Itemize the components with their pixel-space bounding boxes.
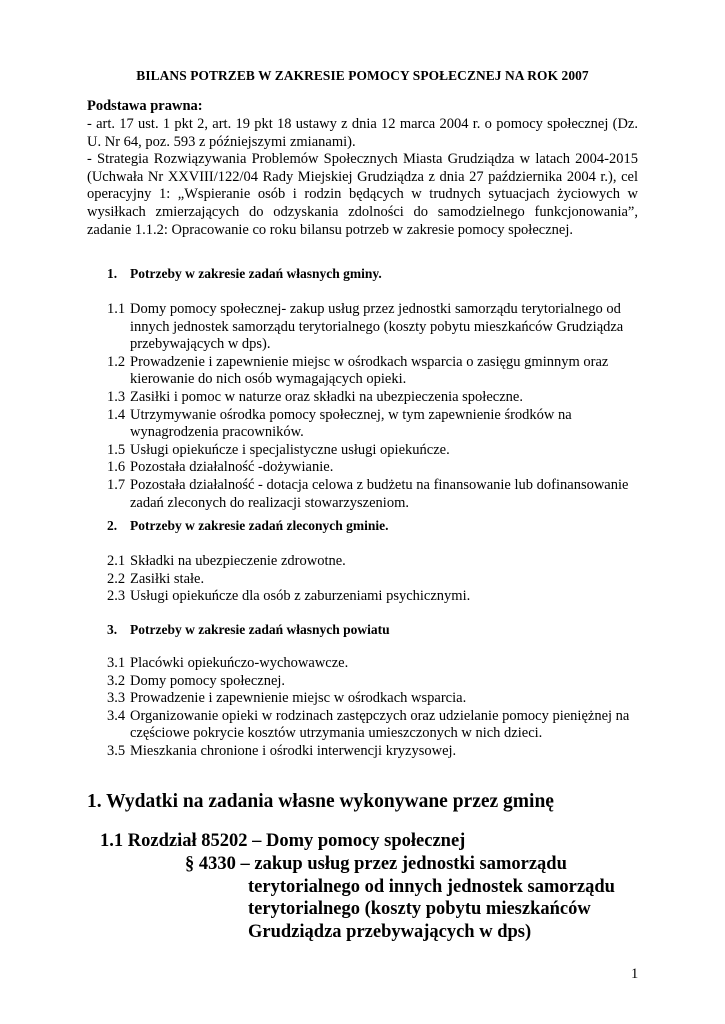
section-number: 1. [107, 266, 118, 281]
list-item-3-2 [107, 673, 647, 691]
item-number: 1.3 [107, 388, 126, 405]
list-item-1-4 [107, 407, 647, 442]
item-text: Zasiłki i pomoc w naturze oraz składki na ubezpieczenia społeczne. [130, 388, 523, 405]
item-number: 3.4 [107, 707, 126, 724]
item-text: Pozostała działalność -dożywianie. [130, 459, 334, 476]
item-number: 1.6 [107, 459, 126, 476]
section-3-list [107, 655, 647, 761]
paragraph-heading-line-1: § 4330 – zakup usług przez jednostki samorządu [185, 854, 567, 874]
item-number: 3.5 [107, 742, 126, 759]
item-number: 1.5 [107, 441, 126, 458]
paragraph-heading-line-3: terytorialnego (koszty pobytu mieszkańców [248, 899, 591, 919]
item-text: Składki na ubezpieczenie zdrowotne. [130, 553, 346, 569]
section-2-list [107, 553, 647, 606]
section-title: Potrzeby w zakresie zadań własnych powiatu [130, 622, 390, 637]
item-number: 2.1 [107, 553, 126, 569]
chapter-heading: 1.1 Rozdział 85202 – Domy pomocy społecznej [100, 831, 466, 851]
legal-basis-heading: Podstawa prawna: [87, 98, 203, 114]
item-text: Domy pomocy społecznej- zakup usług przez jednostki samorządu terytorialnego od [130, 301, 621, 317]
item-number: 3.3 [107, 690, 126, 707]
item-text: Usługi opiekuńcze i specjalistyczne usługi opiekuńcze. [130, 441, 450, 458]
list-item-1-6 [107, 459, 647, 477]
item-text: Organizowanie opieki w rodzinach zastępczych oraz udzielanie pomocy pieniężnej na [130, 707, 630, 724]
section-2-heading [107, 518, 388, 534]
item-number: 2.2 [107, 570, 126, 587]
item-text-cont: kierowanie do nich osób wymagających opieki. [130, 371, 407, 388]
item-number: 2.3 [107, 588, 126, 605]
list-item-3-3 [107, 690, 647, 708]
item-text: Mieszkania chronione i ośrodki interwencji kryzysowej. [130, 742, 457, 759]
section-title: Potrzeby w zakresie zadań zleconych gminie. [130, 518, 389, 533]
list-item-3-4 [107, 708, 647, 743]
section-1-heading [107, 266, 382, 282]
paragraph-heading [185, 853, 615, 943]
section-number: 2. [107, 518, 118, 533]
list-item-1-5 [107, 442, 647, 460]
item-number: 3.1 [107, 655, 126, 671]
item-text-cont: wynagrodzenia pracowników. [130, 424, 304, 441]
expenses-heading: 1. Wydatki na zadania własne wykonywane przez gminę [87, 791, 554, 812]
item-text-cont: zadań zleconych do realizacji stowarzyszeniom. [130, 494, 409, 511]
item-number: 3.2 [107, 672, 126, 689]
item-text: Prowadzenie i zapewnienie miejsc w ośrodkach wsparcia o zasięgu gminnym oraz [130, 353, 609, 370]
list-item-3-5 [107, 743, 647, 761]
legal-basis-text [87, 116, 638, 239]
section-number: 3. [107, 622, 118, 637]
item-number: 1.7 [107, 476, 126, 493]
list-item-1-2 [107, 354, 647, 389]
item-text-cont: innych jednostek samorządu terytorialnego (koszty pobytu mieszkańców Grudziądza przebywających w dps). [130, 318, 624, 353]
item-text: Utrzymywanie ośrodka pomocy społecznej, w tym zapewnienie środków na [130, 406, 572, 423]
list-item-2-2 [107, 571, 647, 589]
legal-basis-line-1: - art. 17 ust. 1 pkt 2, art. 19 pkt 18 ustawy z dnia 12 marca 2004 r. o pomocy społecznej (Dz. U. Nr 64, poz. 593 z późniejszymi zmianami). [87, 116, 638, 150]
item-text: Domy pomocy społecznej. [130, 672, 286, 689]
list-item-1-7 [107, 477, 647, 512]
item-text-cont: częściowe pokrycie kosztów utrzymania umieszczonych w nich dzieci. [130, 725, 543, 742]
item-number: 1.2 [107, 353, 126, 370]
paragraph-heading-line-2: terytorialnego od innych jednostek samorządu [248, 876, 615, 897]
section-3-heading [107, 622, 390, 638]
list-item-1-3 [107, 389, 647, 407]
list-item-3-1 [107, 655, 647, 673]
section-title: Potrzeby w zakresie zadań własnych gminy. [130, 266, 382, 281]
item-text: Pozostała działalność - dotacja celowa z budżetu na finansowanie lub dofinansowanie [130, 476, 629, 493]
item-text: Prowadzenie i zapewnienie miejsc w ośrodkach wsparcia. [130, 690, 467, 707]
item-number: 1.4 [107, 406, 126, 423]
list-item-2-1 [107, 553, 647, 571]
item-text: Zasiłki stałe. [130, 570, 205, 587]
list-item-2-3 [107, 588, 647, 606]
item-text: Usługi opiekuńcze dla osób z zaburzeniami psychicznymi. [130, 588, 471, 605]
item-text: Placówki opiekuńczo-wychowawcze. [130, 655, 349, 671]
document-title: BILANS POTRZEB W ZAKRESIE POMOCY SPOŁECZNEJ NA ROK 2007 [136, 68, 589, 83]
page-number: 1 [631, 966, 639, 982]
list-item-1-1 [107, 301, 647, 354]
item-number: 1.1 [107, 301, 126, 317]
section-1-list [107, 301, 647, 512]
paragraph-heading-line-4: Grudziądza przebywających w dps) [248, 921, 532, 942]
legal-basis-line-2: - Strategia Rozwiązywania Problemów Społecznych Miasta Grudziądza w latach 2004-2015 (Uchwała Nr XXVIII/122/04 Rady Miejskiej Grudziądza z dnia 27 października 2004 r.), cel operacyjny 1: „Wspieranie osób i rodzin będących w trudnych sytuacjach życiowych w wysiłkach zmierzających do odzyskania zdolności do samodzielnego funkcjonowania”, zadanie 1.1.2: Opracowanie co roku bilansu potrzeb w zakresie pomocy społecznej. [87, 151, 638, 238]
